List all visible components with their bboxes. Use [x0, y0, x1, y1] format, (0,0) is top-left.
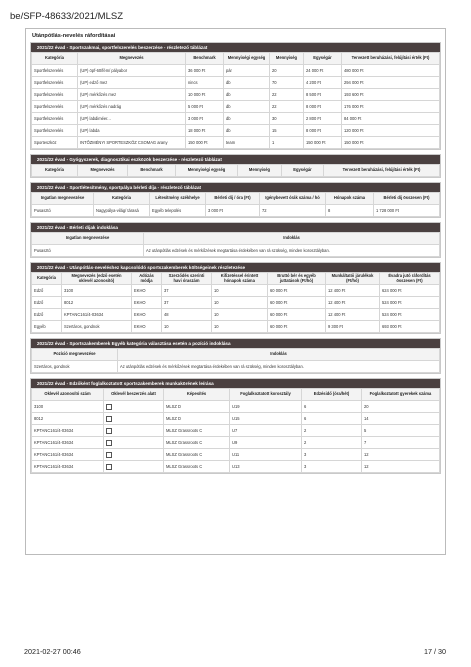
table-cell: 2 — [302, 425, 362, 437]
section-position-justification — [30, 338, 441, 374]
table-row — [32, 401, 440, 413]
section-medical — [30, 154, 441, 178]
checkbox-cell — [104, 461, 164, 473]
table-cell: 2 — [302, 437, 362, 449]
column-header: Bérleti díj összesen (Ft) — [374, 193, 440, 205]
medical-table — [31, 164, 440, 177]
table-cell: 8 — [326, 205, 374, 217]
table-row — [32, 361, 440, 373]
section-coach-roles — [30, 378, 441, 474]
table-row — [32, 309, 440, 321]
table-cell: KPTANC161/4-03634 — [32, 449, 104, 461]
table-cell: db — [224, 89, 270, 101]
table-header-row — [32, 389, 440, 401]
column-header: Megnevezés (edző esetén oklevél azonosító) — [62, 273, 132, 285]
table-cell: 72 — [260, 205, 326, 217]
table-cell: 3 — [302, 449, 362, 461]
section-title: 2021/22 évad - Bérleti díjak indoklása — [31, 223, 440, 232]
table-cell: 5 — [362, 425, 440, 437]
table-cell: 12 400 Ft — [326, 297, 380, 309]
column-header: Évadra jutó ráfordítás összesen (Ft) — [380, 273, 440, 285]
table-cell: db — [224, 77, 270, 89]
costs-panel — [25, 28, 446, 555]
table-cell: 120 000 Ft — [342, 125, 440, 137]
column-header: Megnevezés — [78, 165, 128, 177]
table-row — [32, 321, 440, 333]
table-cell: db — [224, 125, 270, 137]
table-cell: MLSZ D — [164, 413, 230, 425]
table-cell: Egyéb — [32, 321, 62, 333]
table-cell: MLSZ Grassroots C — [164, 461, 230, 473]
page-number: 17 / 30 — [424, 647, 446, 656]
column-header: Létesítmény székhelye — [150, 193, 206, 205]
table-cell: 20 — [362, 401, 440, 413]
coach-roles-table — [31, 388, 440, 473]
table-cell: 20 — [270, 65, 304, 77]
table-cell: EKHO — [132, 321, 162, 333]
table-row — [32, 89, 440, 101]
table-cell: Szertáros, gondnok — [62, 321, 132, 333]
table-cell: 2 800 Ft — [304, 113, 342, 125]
footer-date: 2021-02-27 00:46 — [24, 647, 81, 656]
table-cell: U15 — [230, 413, 302, 425]
column-header: Kategória — [32, 165, 78, 177]
table-cell: (UP) labda — [78, 125, 186, 137]
table-cell: 3100 — [62, 285, 132, 297]
column-header: Ingatlan megnevezése — [32, 193, 94, 205]
rental-table — [31, 192, 440, 217]
column-header: Pozíció megnevezése — [32, 349, 118, 361]
table-row — [32, 297, 440, 309]
table-cell: 12 — [362, 449, 440, 461]
table-cell: MLSZ Grassroots C — [164, 449, 230, 461]
table-row — [32, 77, 440, 89]
column-header: Munkáltatói járulékok (Ft/hó) — [326, 273, 380, 285]
table-cell: 8 000 Ft — [304, 125, 342, 137]
table-cell: EKHO — [132, 309, 162, 321]
table-cell: 30 — [270, 113, 304, 125]
checkbox-cell — [104, 401, 164, 413]
column-header: Képesítés — [164, 389, 230, 401]
column-header: Tervezett beruházási, felújítási érték (Ft) — [342, 53, 440, 65]
table-cell: Nagypálya-világ/ tárasá — [94, 205, 150, 217]
section-title: 2021/22 évad - Edzőként foglalkoztatott sportszakemberek munkakörének leírása — [31, 379, 440, 388]
table-cell: EKHO — [132, 285, 162, 297]
table-cell: (UP) edző mez — [78, 77, 186, 89]
document-id: be/SFP-48633/2021/MLSZ — [10, 11, 124, 22]
column-header: Benchmark — [128, 165, 176, 177]
table-cell: Az utánpótlás edzések és mérkőzések megtartása érdekében van rá szükség, minden korosztályban. — [118, 361, 440, 373]
table-cell: KPTANC161/4-03634 — [32, 461, 104, 473]
section-title: 2021/22 évad - Sportszakemberek Egyéb kategória választása esetén a pozíció indoklása — [31, 339, 440, 348]
table-cell: 150 000 Ft — [304, 137, 342, 149]
table-cell: 10 — [212, 285, 268, 297]
table-cell: 624 000 Ft — [380, 285, 440, 297]
table-cell: INTŐZMÉNYI SPORTESZKÖZ CSOMAG arany — [78, 137, 186, 149]
table-cell: EKHO — [132, 297, 162, 309]
table-row — [32, 461, 440, 473]
column-header: Kifizetéssel érintett hónapok száma — [212, 273, 268, 285]
table-row — [32, 125, 440, 137]
table-cell: KPTANC161/4-03634 — [32, 425, 104, 437]
table-cell: 7 — [362, 437, 440, 449]
table-cell: KPTANC161/4-03634 — [32, 437, 104, 449]
table-cell: 8012 — [32, 413, 104, 425]
table-cell: 10 — [212, 297, 268, 309]
equipment-table — [31, 52, 440, 149]
table-cell: Sportfelszerelés — [32, 113, 78, 125]
table-row — [32, 285, 440, 297]
table-cell: Sportfelszerelés — [32, 77, 78, 89]
checkbox-cell — [104, 449, 164, 461]
column-header: Egységár — [282, 165, 324, 177]
table-cell: (UP) labdiméer... — [78, 113, 186, 125]
section-title: 2021/22 évad - Utánpótlás-neveléshez kapcsolódó sportszakemberek költségeinek részletezése — [31, 263, 440, 272]
column-header: Bruttó bér és egyéb juttatások (Ft/hó) — [268, 273, 326, 285]
table-cell: (UP) mérkőzés mez — [78, 89, 186, 101]
table-cell: U7 — [230, 425, 302, 437]
column-header: Adózás módja — [132, 273, 162, 285]
table-cell: 10 — [162, 321, 212, 333]
table-cell: Edző — [32, 297, 62, 309]
table-cell: 3100 — [32, 401, 104, 413]
column-header: Hónapok száma — [326, 193, 374, 205]
table-row — [32, 65, 440, 77]
column-header: Oklevél beszerzés alatt — [104, 389, 164, 401]
table-cell: 12 400 Ft — [326, 285, 380, 297]
column-header: Edzésidő (óra/hét) — [302, 389, 362, 401]
table-cell: Szertáros, gondnok — [32, 361, 118, 373]
section-title: 2021/22 évad - Sportlétesítmény, sportpálya bérleti díja - részletező táblázat — [31, 183, 440, 192]
checkbox-cell — [104, 413, 164, 425]
table-header-row — [32, 273, 440, 285]
section-title: 2021/22 évad - Gyógyszerek, diagnosztikai eszközök beszerzése - részletező táblázat — [31, 155, 440, 164]
table-cell: 10 — [212, 309, 268, 321]
table-cell: 60 000 Ft — [268, 309, 326, 321]
table-header-row — [32, 233, 440, 245]
table-cell: 150 000 Ft — [186, 137, 224, 149]
staff-costs-table — [31, 272, 440, 333]
rental-justification-table — [31, 232, 440, 257]
table-cell: Pusasztó — [32, 245, 144, 257]
column-header: Indoklás — [144, 233, 440, 245]
table-cell: 193 600 Ft — [342, 89, 440, 101]
table-cell: 1 — [270, 137, 304, 149]
table-cell: (UP) mérkőzés nadrág — [78, 101, 186, 113]
table-row — [32, 413, 440, 425]
column-header: Kategória — [32, 273, 62, 285]
table-cell: pár — [224, 65, 270, 77]
table-cell: 6 — [302, 401, 362, 413]
table-cell: KPTANC161/4-03634 — [62, 309, 132, 321]
diploma-pending-checkbox[interactable] — [106, 440, 112, 446]
checkbox-cell — [104, 437, 164, 449]
table-cell: MLSZ D — [164, 401, 230, 413]
section-facility-rental — [30, 182, 441, 218]
column-header: Tervezett beruházási, felújítási érték (Ft) — [324, 165, 440, 177]
table-cell: team — [224, 137, 270, 149]
table-cell: U9 — [230, 437, 302, 449]
table-cell: 8 500 Ft — [304, 89, 342, 101]
table-cell: 37 — [162, 297, 212, 309]
table-row — [32, 137, 440, 149]
table-cell: Sporteszköz — [32, 137, 78, 149]
table-cell: 6 — [302, 413, 362, 425]
table-cell: 60 000 Ft — [268, 297, 326, 309]
table-cell: Pusasztó — [32, 205, 94, 217]
table-cell: 8012 — [62, 297, 132, 309]
table-cell: Sportfelszerelés — [32, 125, 78, 137]
column-header: Mennyiség — [238, 165, 282, 177]
section-title: 2021/22 évad - Sportszakmai, sportfelszerelés beszerzése - részletező táblázat — [31, 43, 440, 52]
table-cell: 70 — [270, 77, 304, 89]
table-cell: U11 — [230, 449, 302, 461]
position-justification-table — [31, 348, 440, 373]
table-cell: db — [224, 113, 270, 125]
table-cell: 12 — [362, 461, 440, 473]
table-cell: 693 000 Ft — [380, 321, 440, 333]
table-row — [32, 425, 440, 437]
column-header: Megnevezés — [78, 53, 186, 65]
table-cell: Edző — [32, 309, 62, 321]
section-equipment — [30, 42, 441, 150]
table-cell: 48 — [162, 309, 212, 321]
table-cell: U19 — [230, 401, 302, 413]
table-cell: 12 400 Ft — [326, 309, 380, 321]
table-cell: 24 000 Ft — [304, 65, 342, 77]
table-cell: 524 000 Ft — [380, 309, 440, 321]
table-cell: db — [224, 101, 270, 113]
column-header: Igénybevett órák száma / hó — [260, 193, 326, 205]
section-staff-costs — [30, 262, 441, 334]
table-header-row — [32, 53, 440, 65]
table-row — [32, 437, 440, 449]
column-header: Bérleti díj / óra (Ft) — [206, 193, 260, 205]
column-header: Ingatlan megnevezése — [32, 233, 144, 245]
table-cell: Sportfelszerelés — [32, 89, 78, 101]
column-header: Foglalkoztatott korosztály — [230, 389, 302, 401]
table-row — [32, 101, 440, 113]
table-row — [32, 205, 440, 217]
table-cell: Sportfelszerelés — [32, 101, 78, 113]
panel-title: Utánpótlás-nevelés ráfordításai — [32, 33, 116, 39]
table-cell: 14 — [362, 413, 440, 425]
column-header: Mennyiségi egység — [176, 165, 238, 177]
table-cell: 37 — [162, 285, 212, 297]
column-header: Mennyiségi egység — [224, 53, 270, 65]
table-cell: 10 000 Ft — [186, 89, 224, 101]
diploma-pending-checkbox[interactable] — [106, 464, 112, 470]
table-cell: 3 — [302, 461, 362, 473]
column-header: Kategória — [32, 53, 78, 65]
table-cell: 18 000 Ft — [186, 125, 224, 137]
table-cell: 9 300 Ft — [326, 321, 380, 333]
table-cell: 294 000 Ft — [342, 77, 440, 89]
section-rental-justification — [30, 222, 441, 258]
table-header-row — [32, 165, 440, 177]
column-header: Foglalkoztatott gyerekek száma — [362, 389, 440, 401]
diploma-pending-checkbox[interactable] — [106, 404, 112, 410]
table-cell: 36 000 Ft — [186, 65, 224, 77]
table-row — [32, 113, 440, 125]
column-header: Egységár — [304, 53, 342, 65]
table-cell: 3 000 Ft — [206, 205, 260, 217]
column-header: Kategória — [94, 193, 150, 205]
column-header: Szerződés szerinti havi óraszám — [162, 273, 212, 285]
column-header: Benchmark — [186, 53, 224, 65]
table-cell: 60 000 Ft — [268, 321, 326, 333]
table-cell: 4 200 Ft — [304, 77, 342, 89]
table-cell: 524 000 Ft — [380, 297, 440, 309]
table-header-row — [32, 349, 440, 361]
table-cell: 480 000 Ft — [342, 65, 440, 77]
column-header: Mennyiség — [270, 53, 304, 65]
diploma-pending-checkbox[interactable] — [106, 452, 112, 458]
table-cell: nincs — [186, 77, 224, 89]
table-cell: (UP) öpf-60/fém/ pályabor — [78, 65, 186, 77]
checkbox-cell — [104, 425, 164, 437]
table-cell: 10 — [212, 321, 268, 333]
table-cell: Az utánpótlás edzések és mérkőzések megtartása érdekében van rá szükség, minden korosztályban. — [144, 245, 440, 257]
table-cell: 22 — [270, 89, 304, 101]
column-header: Oklevél azonosító szám — [32, 389, 104, 401]
table-cell: 150 000 Ft — [342, 137, 440, 149]
table-cell: 3 000 Ft — [186, 113, 224, 125]
table-cell: MLSZ Grassroots C — [164, 437, 230, 449]
table-cell: 1 728 000 Ft — [374, 205, 440, 217]
diploma-pending-checkbox[interactable] — [106, 428, 112, 434]
table-row — [32, 245, 440, 257]
table-row — [32, 449, 440, 461]
table-cell: U13 — [230, 461, 302, 473]
table-cell: 22 — [270, 101, 304, 113]
table-cell: Edző — [32, 285, 62, 297]
table-cell: Egyéb település — [150, 205, 206, 217]
table-cell: 176 000 Ft — [342, 101, 440, 113]
table-cell: 84 000 Ft — [342, 113, 440, 125]
table-cell: 8 000 Ft — [304, 101, 342, 113]
column-header: Indoklás — [118, 349, 440, 361]
table-cell: MLSZ Grassroots C — [164, 425, 230, 437]
table-cell: 15 — [270, 125, 304, 137]
table-header-row — [32, 193, 440, 205]
table-cell: Sportfelszerelés — [32, 65, 78, 77]
diploma-pending-checkbox[interactable] — [106, 416, 112, 422]
table-cell: 5 000 Ft — [186, 101, 224, 113]
table-cell: 60 000 Ft — [268, 285, 326, 297]
